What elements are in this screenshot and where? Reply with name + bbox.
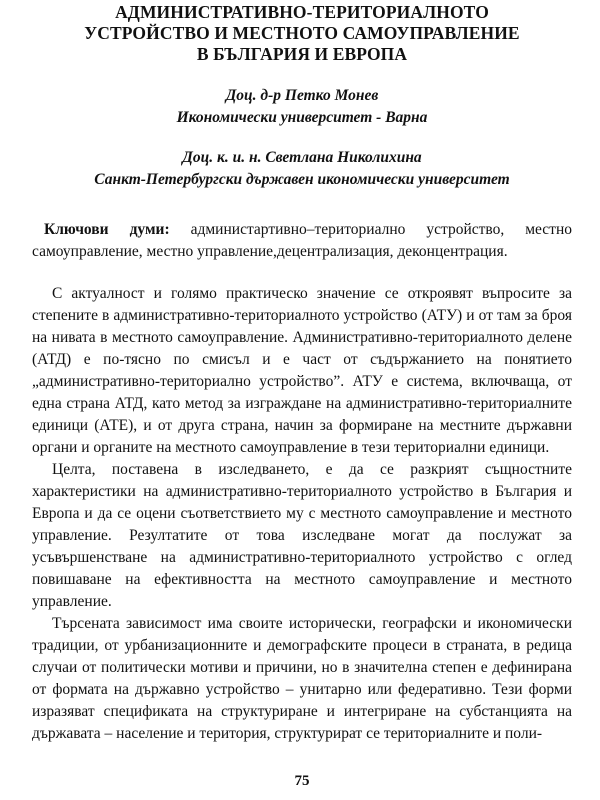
author-affiliation-1: Икономически университет - Варна [176,109,428,126]
paragraph-2: Целта, поставена в изследването, е да се разкрият същностните характеристики на административно-териториалното устройство в България и Европа и да се оцени съответствието му с местното самоуправление и местното управление. Резултатите от това изследване могат да послужат за усъвършенстване на административно-териториалното устройство с оглед повишаване на ефективността на местното самоуправление и местното управление. [32,461,572,610]
author-block-1 [32,85,572,129]
author-block-2 [32,147,572,191]
paragraph-1: С актуалност и голямо практическо значение се откроявят въпросите за степените в административно-териториалното устройство (АТУ) и от там за броя на нивата в местното самоуправление. Административно-териториалното делене (АТД) е по-тясно по смисъл и е част от съдържанието на понятието „административно-териториално устройство”. АТУ е система, включваща, от една страна АТД, като метод за изграждане на административно-териториалните единици (АТЕ), и от друга страна, начин за формиране на местните държавни органи и органите на местното самоуправление в тези териториални единици. [32,285,572,456]
document-page [32,0,572,800]
keywords-paragraph [32,219,572,263]
title-line-3: В БЪЛГАРИЯ И ЕВРОПА [196,44,408,64]
keywords-label: Ключови думи: [44,221,170,238]
page-number: 75 [294,773,310,789]
title-line-2: УСТРОЙСТВО И МЕСТНОТО САМОУПРАВЛЕНИЕ [84,23,520,43]
paragraph-3: Търсената зависимост има своите исторически, географски и икономически традиции, от урбанизационните и демографските процеси в страната, в редица случаи от политически мотиви и причини, но в значителна степен е дефинирана от формата на държавно устройство – унитарно или федеративно. Тези форми изразяват спецификата на структуриране и интегриране на субстанцията на държавата – население и територия, структурират се териториалните и поли- [32,615,572,742]
title-line-1: АДМИНИСТРАТИВНО-ТЕРИТОРИАЛНОТО [115,2,489,22]
author-name-1: Доц. д-р Петко Монев [225,87,379,104]
body-text [32,283,572,745]
author-affiliation-2: Санкт-Петербургски държавен икономически университет [94,171,510,188]
article-title [32,0,572,65]
keywords-text: администартивно–териториално устройство, местно самоуправление, местно управление,децентрализация, деконцентрация. [32,221,572,260]
author-name-2: Доц. к. и. н. Светлана Николихина [182,149,422,166]
